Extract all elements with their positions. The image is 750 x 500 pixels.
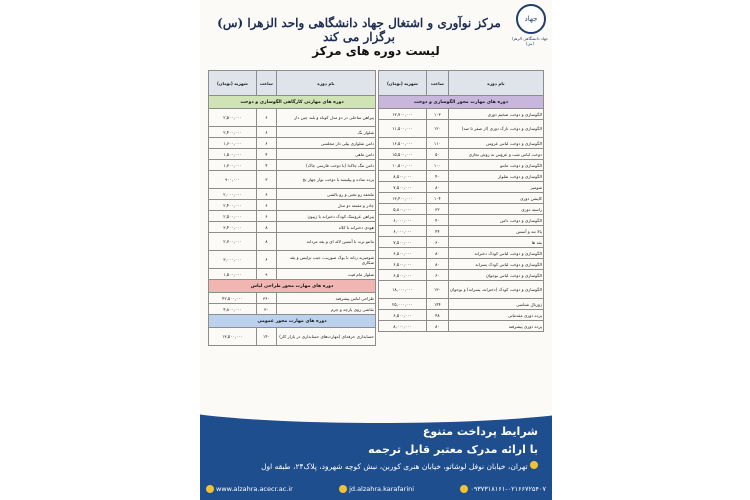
table-row (209, 251, 376, 269)
cell-fee: ۳,۰۰۰,۰۰۰ (209, 251, 257, 269)
table-row (379, 281, 544, 299)
cell-name: دامن تنگ چاکدا (با دوخت فارسی چاک) (276, 160, 375, 171)
cell-hours: ۱۲۰ (426, 120, 448, 138)
cell-name: الگوسازی و دوخت شلوار (448, 171, 543, 182)
cell-hours: ۳۲ (426, 204, 448, 215)
cell-fee: ۶,۰۰۰,۰۰۰ (379, 215, 427, 226)
location-icon (530, 461, 538, 469)
address-value: تهران، خیابان نوفل لوشاتو، خیابان هنری کوربن، نبش کوچه شهرود، پلاک۲۴، طبقه اول (261, 462, 528, 471)
table-row (379, 259, 544, 270)
cell-name: الگوسازی و دوخت کودک (دخترانه، پسرانه) و نوجوان (448, 281, 543, 299)
cell-name: راسته دوزی (448, 204, 543, 215)
category-row: دوره های مهارتی کارگاهی الگوسازی و دوخت (209, 96, 376, 109)
cell-hours: ۶ (256, 200, 276, 211)
left-course-table (208, 70, 376, 346)
col-fee: شهریه (تومان) (209, 71, 257, 96)
table-row (209, 304, 376, 315)
cell-fee: ۲,۵۰۰,۰۰۰ (209, 109, 257, 127)
col-fee: شهریه (تومان) (379, 71, 427, 96)
cell-name: الگوسازی و دوخت مانتو (448, 160, 543, 171)
cell-name: پیراهن عروسک کودک دخترانه با ژیپون (276, 211, 375, 222)
table-row (379, 226, 544, 237)
cell-hours: ۳۶۰ (256, 293, 276, 304)
cell-hours: ۸۰ (426, 182, 448, 193)
cell-name: شومیز (448, 182, 543, 193)
cell-name: الگوسازی و دوخت ضخیم دوزی (448, 109, 543, 120)
phone-value[interactable]: ۰۹۳۷۳۱۸۱۶۱-۰۲۱۶۶۷۲۵۴۰۷ (470, 485, 546, 493)
table-row (209, 189, 376, 200)
cell-fee: ۱۳,۴۰۰,۰۰۰ (379, 193, 427, 204)
cell-fee: ۱,۵۰۰,۰۰۰ (209, 269, 257, 280)
table-row (379, 270, 544, 281)
cell-fee: ۶,۵۰۰,۰۰۰ (379, 259, 427, 270)
cell-fee: ۸,۰۰۰,۰۰۰ (379, 321, 427, 332)
contact-bar (200, 480, 552, 498)
certificate-text: با ارائه مدرک معتبر قابل ترجمه (368, 443, 538, 456)
cell-hours: ۴۰ (426, 215, 448, 226)
cell-name: شلوار بگ (276, 127, 375, 138)
cell-fee: ۷,۵۰۰,۰۰۰ (379, 182, 427, 193)
cell-name: الگوسازی و دوخت لباس کودک دخترانه (448, 248, 543, 259)
cell-fee: ۷,۵۰۰,۰۰۰ (379, 237, 427, 248)
right-course-table (378, 70, 544, 332)
table-row (209, 211, 376, 222)
cell-name: دامن ماهی (276, 149, 375, 160)
cell-hours: ۱۰۳ (426, 109, 448, 120)
cell-name: الگوسازی و دوخت نازک دوزی (از صفر تا صد) (448, 120, 543, 138)
cell-hours: ۶ (256, 189, 276, 200)
cell-fee: ۴۲,۵۰۰,۰۰۰ (209, 293, 257, 304)
table-row (379, 120, 544, 138)
table-row (209, 200, 376, 211)
table-row (379, 204, 544, 215)
cell-name: کاپشن دوزی (448, 193, 543, 204)
logo-caption: جهاد دانشگاهی الزهرا (س) (511, 36, 549, 46)
cell-hours: ۸۰ (426, 259, 448, 270)
cell-name: الگوسازی و دوخت لباس عروس (448, 138, 543, 149)
category-row: دوره های مهارت محور عمومی (209, 315, 376, 328)
cell-hours: ۶ (256, 127, 276, 138)
table-row (379, 160, 544, 171)
table-row (209, 222, 376, 233)
cell-hours: ۱۰۰ (426, 160, 448, 171)
cell-fee: ۱۱,۵۰۰,۰۰۰ (379, 120, 427, 138)
cell-name: پرده دوزی مقدماتی (448, 310, 543, 321)
table-row (379, 321, 544, 332)
cell-name: شومیزیه زنانه با یوک صوریب، جیب ترلیس و یقه شکاری (276, 251, 375, 269)
category-row: دوره های مهارت محور الگوسازی و دوخت (379, 96, 544, 109)
cell-name: الگوسازی و دوخت دامن (448, 215, 543, 226)
cell-name: یقه ها (448, 237, 543, 248)
cell-name: مانتو ترند با آستین لاله ای و یقه مردانه (276, 233, 375, 251)
cell-fee: ۲,۴۰۰,۰۰۰ (209, 200, 257, 211)
cell-fee: ۱,۶۰۰,۰۰۰ (209, 138, 257, 149)
cell-name: دامن شلواری پیلی دار مجلسی (276, 138, 375, 149)
table-row (379, 237, 544, 248)
cell-fee: ۱۰,۵۰۰,۰۰۰ (379, 160, 427, 171)
cell-hours: ۴ (256, 160, 276, 171)
website-item[interactable] (206, 485, 293, 493)
poster-header (200, 0, 552, 72)
cell-name: ملحفه رو تختی و رو بالشی (276, 189, 375, 200)
cell-fee: ۹۰۰,۰۰۰ (209, 171, 257, 189)
cell-fee: ۲۵,۰۰۰,۰۰۰ (379, 299, 427, 310)
table-row (209, 293, 376, 304)
cell-hours: ۸ (256, 222, 276, 233)
poster-title: مرکز نوآوری و اشتغال جهاد دانشگاهی واحد الزهرا (س) برگزار می کند (217, 16, 501, 44)
cell-name: الگوسازی و دوخت لباس نوجوان (448, 270, 543, 281)
table-row (379, 215, 544, 226)
cell-hours: ۳ (256, 171, 276, 189)
address-text (261, 461, 538, 471)
col-name: نام دوره (448, 71, 543, 96)
phone-item[interactable] (460, 485, 546, 493)
cell-fee: ۶,۵۰۰,۰۰۰ (379, 248, 427, 259)
cell-hours: ۱۴۰ (256, 328, 276, 346)
instagram-link[interactable]: jd.alzahra.karafarini (349, 485, 415, 493)
cell-fee: ۳,۴۰۰,۰۰۰ (209, 222, 257, 233)
table-row (209, 328, 376, 346)
table-row (379, 149, 544, 160)
cell-name: دوخت لباس شب و عروس به روش تجاری (448, 149, 543, 160)
cell-name: شلوار مام فیت (276, 269, 375, 280)
cell-name: یالا تنه و آستین (448, 226, 543, 237)
cell-fee: ۴,۸۰۰,۰۰۰ (209, 304, 257, 315)
cell-hours: ۸ (256, 233, 276, 251)
cell-name: طراحی لباس پیشرفته (276, 293, 375, 304)
cell-fee: ۲,۵۰۰,۰۰۰ (209, 211, 257, 222)
cell-fee: ۶,۰۰۰,۰۰۰ (379, 226, 427, 237)
table-row (379, 182, 544, 193)
col-hours: ساعت (426, 71, 448, 96)
col-hours: ساعت (256, 71, 276, 96)
phone-icon (460, 485, 468, 493)
table-row (209, 171, 376, 189)
cell-hours: ۶۰ (426, 237, 448, 248)
globe-icon (206, 485, 214, 493)
cell-fee: ۲,۰۰۰,۰۰۰ (209, 189, 257, 200)
table-row (379, 109, 544, 120)
instagram-item[interactable] (339, 485, 414, 493)
cell-hours: ۶۰ (426, 270, 448, 281)
cell-hours: ۱۱۰ (426, 138, 448, 149)
cell-fee: ۱۶,۵۰۰,۰۰۰ (379, 138, 427, 149)
payment-text: شرایط پرداخت متنوع (422, 425, 538, 438)
table-row (209, 233, 376, 251)
poster-subtitle: لیست دوره های مرکز (312, 44, 440, 58)
cell-hours: ۵۰ (426, 149, 448, 160)
cell-name: پرده دوزی پیشرفته (448, 321, 543, 332)
cell-name: ژورنال شناسی (448, 299, 543, 310)
jahad-logo (516, 4, 546, 34)
col-name: نام دوره (276, 71, 375, 96)
cell-name: پرده ساده و پیلیسه با دوخت نوار چهار نخ (276, 171, 375, 189)
table-row (379, 299, 544, 310)
cell-name: حسابداری حرفه‌ای (مهارت‌های حسابداری در بازار کار) (276, 328, 375, 346)
cell-fee: ۸,۵۰۰,۰۰۰ (379, 171, 427, 182)
table-row (209, 269, 376, 280)
category-row: دوره های مهارت محور طراحی لباس (209, 280, 376, 293)
cell-hours: ۶ (256, 211, 276, 222)
banner-wave (200, 405, 552, 423)
cell-fee: ۶,۵۰۰,۰۰۰ (379, 270, 427, 281)
logo-text: جهاد (524, 15, 538, 23)
cell-hours: ۳۰ (256, 304, 276, 315)
cell-hours: ۴۴ (426, 226, 448, 237)
cell-fee: ۵,۸۰۰,۰۰۰ (379, 204, 427, 215)
cell-fee: ۲,۴۰۰,۰۰۰ (209, 127, 257, 138)
poster (200, 0, 552, 500)
table-row (209, 138, 376, 149)
cell-fee: ۱۳,۵۰۰,۰۰۰ (209, 328, 257, 346)
cell-name: الگوسازی و دوخت لباس کودک پسرانه (448, 259, 543, 270)
footer-banner (200, 405, 552, 500)
cell-hours: ۱۳۰ (426, 281, 448, 299)
cell-fee: ۱۳,۷۰۰,۰۰۰ (379, 109, 427, 120)
table-row (209, 109, 376, 127)
cell-hours: ۱۴۴ (426, 299, 448, 310)
table-row (209, 160, 376, 171)
cell-fee: ۱۵,۵۰۰,۰۰۰ (379, 149, 427, 160)
table-row (209, 127, 376, 138)
cell-hours: ۴۸ (426, 310, 448, 321)
cell-hours: ۴ (256, 149, 276, 160)
cell-fee: ۱,۵۰۰,۰۰۰ (209, 149, 257, 160)
cell-fee: ۶,۵۰۰,۰۰۰ (379, 310, 427, 321)
table-row (379, 248, 544, 259)
cell-name: چادر و مقنعه دو مدل (276, 200, 375, 211)
cell-hours: ۱۰۴ (426, 193, 448, 204)
cell-fee: ۲,۷۰۰,۰۰۰ (209, 233, 257, 251)
cell-hours: ۸۰ (426, 321, 448, 332)
cell-fee: ۱,۳۰۰,۰۰۰ (209, 160, 257, 171)
table-row (209, 149, 376, 160)
table-row (379, 171, 544, 182)
cell-name: نقاشی روی پارچه و چرم (276, 304, 375, 315)
cell-hours: ۶ (256, 109, 276, 127)
cell-hours: ۶ (256, 138, 276, 149)
table-row (379, 193, 544, 204)
table-row (379, 310, 544, 321)
table-row (379, 138, 544, 149)
cell-fee: ۱۸,۰۰۰,۰۰۰ (379, 281, 427, 299)
cell-hours: ۴۰ (426, 171, 448, 182)
cell-name: پیراهن ساحلی در دو مدل کوتاه و بلند چین دار (276, 109, 375, 127)
cell-name: هودی دخترانه با کلاه (276, 222, 375, 233)
cell-hours: ۶ (256, 251, 276, 269)
cell-hours: ۹ (256, 269, 276, 280)
website-link[interactable]: www.alzahra.acecr.ac.ir (216, 485, 293, 493)
cell-hours: ۸۰ (426, 248, 448, 259)
instagram-icon (339, 485, 347, 493)
